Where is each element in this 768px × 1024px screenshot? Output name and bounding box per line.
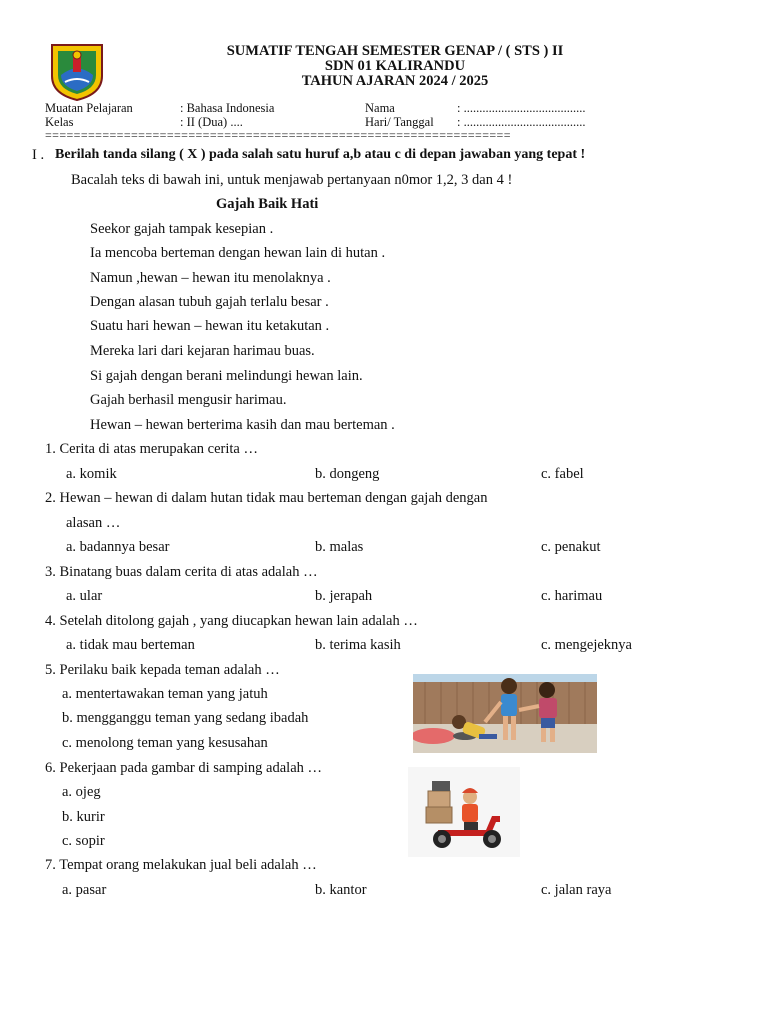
date-label: Hari/ Tanggal: [365, 115, 434, 129]
story-title: Gajah Baik Hati: [216, 196, 319, 212]
story-line: Dengan alasan tubuh gajah terlalu besar .: [90, 294, 329, 310]
class-label: Kelas: [45, 115, 74, 129]
q7-option-c[interactable]: c. jalan raya: [541, 882, 612, 898]
q5-option-a[interactable]: a. mentertawakan teman yang jatuh: [62, 686, 268, 702]
q3-option-b[interactable]: b. jerapah: [315, 588, 373, 604]
question-3: 3. Binatang buas dalam cerita di atas adalah …: [45, 564, 318, 580]
q4-option-a[interactable]: a. tidak mau berteman: [66, 637, 195, 653]
q6-option-b[interactable]: b. kurir: [62, 809, 105, 825]
story-line: Mereka lari dari kejaran harimau buas.: [90, 343, 315, 359]
question-6: 6. Pekerjaan pada gambar di samping adalah …: [45, 760, 323, 776]
q1-option-b[interactable]: b. dongeng: [315, 466, 380, 482]
story-line: Ia mencoba berteman dengan hewan lain di hutan .: [90, 245, 386, 261]
story-line: Namun ,hewan – hewan itu menolaknya .: [90, 270, 331, 286]
question-2-continued: alasan …: [66, 515, 121, 531]
reading-prompt: Bacalah teks di bawah ini, untuk menjawab pertanyaan n0mor 1,2, 3 dan 4 !: [71, 172, 513, 188]
q4-option-c[interactable]: c. mengejeknya: [541, 637, 632, 653]
school-name: SDN 01 KALIRANDU: [324, 58, 466, 74]
story-line: Suatu hari hewan – hewan itu ketakutan .: [90, 318, 330, 334]
name-label: Nama: [365, 101, 395, 115]
exam-title: SUMATIF TENGAH SEMESTER GENAP / ( STS ) II: [226, 43, 564, 59]
question-4: 4. Setelah ditolong gajah , yang diucapkan hewan lain adalah …: [45, 613, 418, 629]
q4-option-b[interactable]: b. terima kasih: [315, 637, 401, 653]
question-2: 2. Hewan – hewan di dalam hutan tidak mau berteman dengan gajah dengan: [45, 490, 488, 506]
regency-emblem-logo: [49, 42, 105, 102]
story-line: Seekor gajah tampak kesepian .: [90, 221, 274, 237]
q7-option-b[interactable]: b. kantor: [315, 882, 367, 898]
q2-option-b[interactable]: b. malas: [315, 539, 364, 555]
q5-option-c[interactable]: c. menolong teman yang kesusahan: [62, 735, 268, 751]
story-line: Hewan – hewan berterima kasih dan mau berteman .: [90, 417, 395, 433]
question-1: 1. Cerita di atas merupakan cerita …: [45, 441, 258, 457]
story-line: Gajah berhasil mengusir harimau.: [90, 392, 287, 408]
date-field: : .......................................: [457, 115, 586, 129]
children-helping-friend-illustration: [413, 674, 597, 753]
q3-option-a[interactable]: a. ular: [66, 588, 103, 604]
academic-year: TAHUN AJARAN 2024 / 2025: [301, 73, 489, 89]
q6-option-a[interactable]: a. ojeg: [62, 784, 101, 800]
q7-option-a[interactable]: a. pasar: [62, 882, 107, 898]
divider-line: =================================================================: [45, 128, 511, 142]
q6-option-c[interactable]: c. sopir: [62, 833, 105, 849]
class-value: : II (Dua) ....: [180, 115, 243, 129]
courier-on-scooter-illustration: [408, 767, 520, 857]
section-number: I .: [32, 147, 45, 163]
q1-option-a[interactable]: a. komik: [66, 466, 117, 482]
q2-option-c[interactable]: c. penakut: [541, 539, 601, 555]
question-5: 5. Perilaku baik kepada teman adalah …: [45, 662, 280, 678]
q1-option-c[interactable]: c. fabel: [541, 466, 584, 482]
q5-option-b[interactable]: b. mengganggu teman yang sedang ibadah: [62, 710, 309, 726]
instruction-text: Berilah tanda silang ( X ) pada salah satu huruf a,b atau c di depan jawaban yang tepat !: [55, 147, 586, 162]
q2-option-a[interactable]: a. badannya besar: [66, 539, 170, 555]
subject-value: : Bahasa Indonesia: [180, 101, 275, 115]
subject-label: Muatan Pelajaran: [45, 101, 133, 115]
q3-option-c[interactable]: c. harimau: [541, 588, 603, 604]
name-field: : .......................................: [457, 101, 586, 115]
story-line: Si gajah dengan berani melindungi hewan lain.: [90, 368, 363, 384]
question-7: 7. Tempat orang melakukan jual beli adalah …: [45, 857, 317, 873]
